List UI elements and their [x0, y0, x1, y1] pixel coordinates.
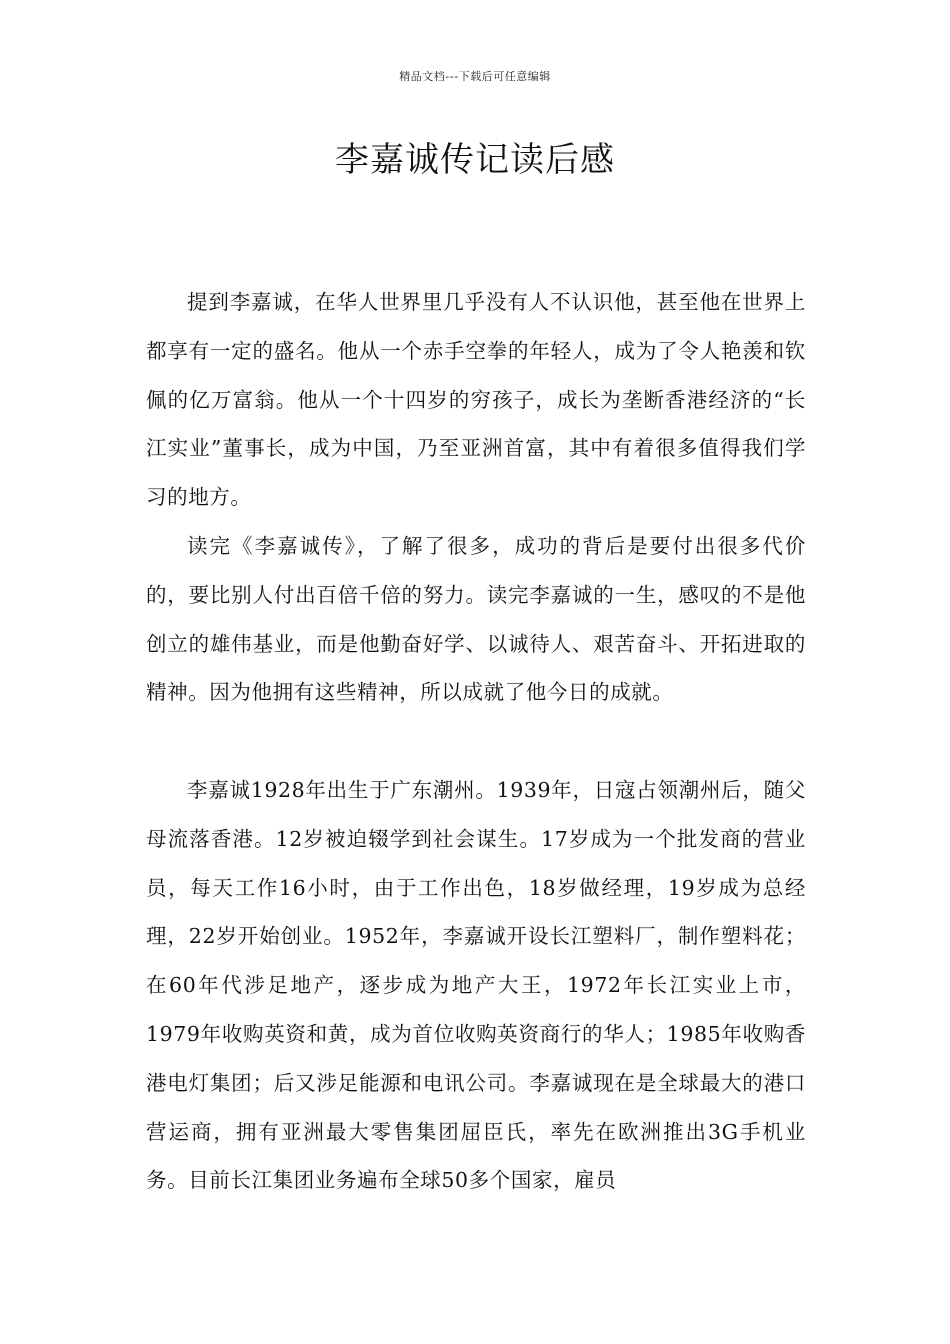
body-block-biography: [146, 766, 806, 1205]
paragraph-reflection: 读完《李嘉诚传》，了解了很多，成功的背后是要付出很多代价的，要比别人付出百倍千倍的努力。读完李嘉诚的一生，感叹的不是他创立的雄伟基业，而是他勤奋好学、以诚待人、艰苦奋斗、开拓进取的精神。因为他拥有这些精神，所以成就了他今日的成就。: [146, 533, 806, 705]
paragraph-intro: 提到李嘉诚，在华人世界里几乎没有人不认识他，甚至他在世界上都享有一定的盛名。他从一个赤手空拳的年轻人，成为了令人艳羡和钦佩的亿万富翁。他从一个十四岁的穷孩子，成长为垄断香港经济的“长江实业”董事长，成为中国，乃至亚洲首富，其中有着很多值得我们学习的地方。: [146, 290, 806, 510]
header-note: 精品文档---下载后可任意编辑: [399, 70, 551, 83]
paragraph-biography: 李嘉诚1928年出生于广东潮州。1939年，日寇占领潮州后，随父母流落香港。12岁被迫辍学到社会谋生。17岁成为一个批发商的营业员，每天工作16小时，由于工作出色，18岁做经理，19岁成为总经理，22岁开始创业。1952年，李嘉诚开设长江塑料厂，制作塑料花；在60年代涉足地产，逐步成为地产大王，1972年长江实业上市，1979年收购英资和黄，成为首位收购英资商行的华人；1985年收购香港电灯集团；后又涉足能源和电讯公司。李嘉诚现在是全球最大的港口营运商，拥有亚洲最大零售集团屈臣氏，率先在欧洲推出3G手机业务。目前长江集团业务遍布全球50多个国家，雇员: [146, 778, 806, 1193]
body-block-intro: [146, 278, 806, 717]
document-title: 李嘉诚传记读后感: [335, 140, 615, 180]
